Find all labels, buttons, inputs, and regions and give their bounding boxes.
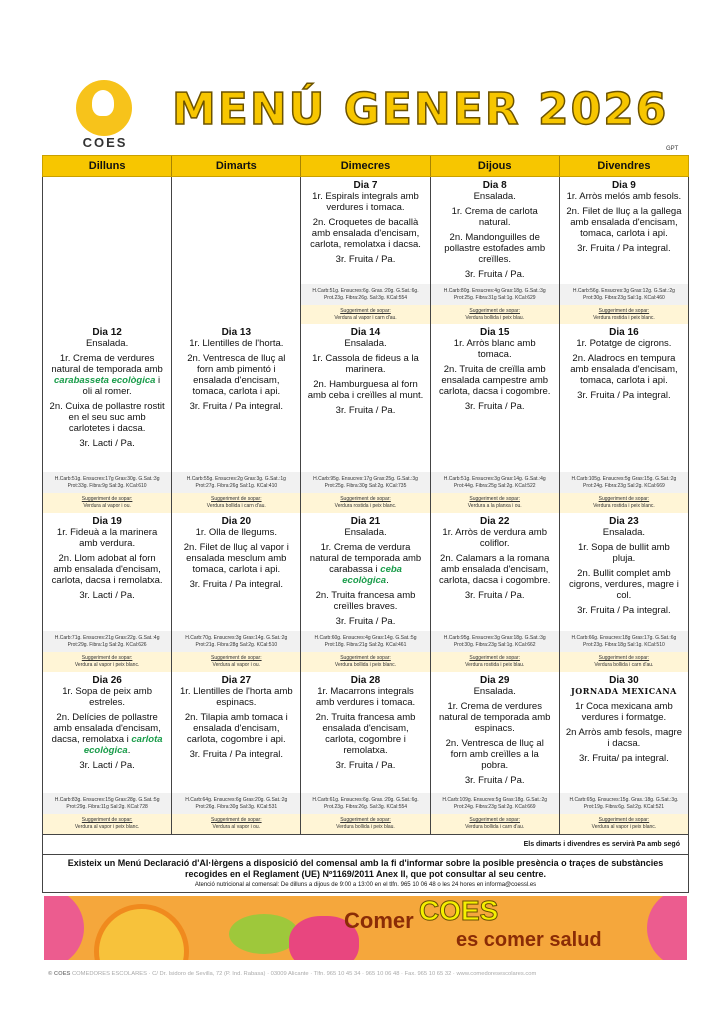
dish: 2n. Filet de lluç a la gallega amb ensalada d'encisam, tomaca, carlota i api. — [566, 206, 682, 239]
dish: 3r. Fruita / Pa. — [464, 269, 525, 280]
supper-suggestion: Verdura al vapor i peix blanc. — [591, 823, 657, 830]
day-label: Dia 23 — [609, 516, 639, 527]
dish: 1r. Llentilles de l'horta. — [189, 338, 284, 349]
day-label: Dia 28 — [350, 675, 381, 686]
menu-row — [43, 324, 688, 472]
dish: Ensalada. — [473, 191, 516, 202]
supper-cell — [171, 652, 300, 672]
supper-suggestion: Verdura bollida i peix blau. — [465, 314, 525, 321]
nutrition-cell — [43, 284, 171, 305]
day-menu-cell — [171, 177, 300, 284]
supper-label: Suggeriment de sopar: — [469, 817, 520, 823]
dish: 1r. Macarrons integrals amb verdures i tomaca. — [315, 686, 416, 708]
supper-label: Suggeriment de sopar: — [340, 817, 391, 823]
nutrition-values: H.Carb:109g. Ensucres:5g Gras:18g. G.Sat.:2g Prot:24g. Fibra:23g Sal:2g. KCal:669 — [442, 797, 548, 810]
nutrition-values: H.Carb:55g. Ensucres:2g Gras:3g. G.Sat.:1g Prot:27g. Fibra:26g Sal:1g. KCal:410 — [186, 476, 286, 489]
day-label: Dia 15 — [479, 327, 510, 338]
dish: 2n. Delícies de pollastre amb ensalada d'encisam, dacsa, remolatxa i carlota ecològica. — [51, 712, 163, 756]
dish: 2n. Llom adobat al forn amb ensalada d'encisam, carlota, dacsa i remolatxa. — [51, 553, 163, 586]
nutrition-row — [43, 793, 688, 814]
dish: Ensalada. — [473, 686, 516, 697]
nutrition-cell — [43, 472, 171, 493]
supper-cell — [430, 493, 559, 513]
day-menu-cell — [300, 324, 429, 472]
supper-cell — [300, 814, 429, 834]
nutrition-cell — [171, 631, 300, 652]
nutrition-cell — [430, 793, 559, 814]
logo-text: COES — [82, 135, 128, 150]
dish: 2n. Ventresca de lluç al forn amb creïlles a la pobra. — [445, 738, 544, 771]
supper-suggestion: Verdura al vapor i carn d'au. — [334, 314, 397, 321]
weekday-wednesday: Dimecres — [300, 156, 429, 176]
week-4 — [42, 672, 689, 834]
dish: 1r. Sopa de bullit amb pluja. — [577, 542, 670, 564]
ecological-highlight: carabasseta ecològica — [54, 375, 156, 386]
footer-brand: © COES — [48, 971, 71, 977]
nutrition-cell — [171, 284, 300, 305]
dish: 1r. Potatge de cigrons. — [576, 338, 672, 349]
day-menu-cell — [300, 672, 429, 793]
nutrition-cell — [430, 472, 559, 493]
nutrition-cell — [430, 631, 559, 652]
nutrition-values: H.Carb:61g. Ensucres:6g. Gras.:20g. G.Sat.:6g. Prot.23g. Fibra:26g. Sal:3g. KCal:554 — [312, 797, 419, 810]
day-menu-cell — [430, 672, 559, 793]
theme-day-title: JORNADA MEXICANA — [570, 686, 677, 696]
dish: 3r. Fruita / Pa. — [464, 401, 525, 412]
dish: Ensalada. — [344, 527, 387, 538]
supper-row — [43, 493, 688, 513]
nutrition-row — [43, 284, 688, 305]
supper-label: Suggeriment de sopar: — [340, 655, 391, 661]
supper-cell — [43, 652, 171, 672]
weekday-header — [42, 155, 689, 177]
allergen-notice — [42, 855, 689, 893]
dish: 2n. Tilapia amb tomaca i ensalada d'encisam, carlota, cogombre i api. — [184, 712, 288, 745]
dish: 3r. Lacti / Pa. — [79, 760, 135, 771]
dish: 1r. Fideuà a la marinera amb verdura. — [56, 527, 158, 549]
ecological-highlight: carlota ecològica — [83, 734, 163, 756]
dish: 1r. Olla de llegums. — [195, 527, 277, 538]
menu-row — [43, 513, 688, 631]
menu-code: GPT — [666, 146, 679, 152]
comer-coes-banner — [44, 896, 687, 960]
dish: 2n. Filet de lluç al vapor i ensalada mesclum amb tomaca, carlota i api. — [183, 542, 289, 575]
day-label: Dia 26 — [92, 675, 122, 686]
supper-cell — [300, 652, 429, 672]
contact-text: Atenció nutricional al comensal: De dilluns a dijous de 9:00 a 13:00 en el tlfn. 965 10 06 48 o les 24 hores en — [194, 882, 484, 888]
nutrition-values: H.Carb:83g. Ensucres:15g Gras:28g. G.Sat.:5g Prot:29g. Fibra:11g Sal:2g. KCal:728 — [54, 797, 160, 810]
supper-cell — [430, 305, 559, 324]
footer — [48, 970, 688, 978]
dish: 3r. Fruita/ pa integral. — [579, 753, 669, 764]
supper-cell — [43, 305, 171, 324]
nutrition-cell — [300, 631, 429, 652]
nutrition-cell — [43, 631, 171, 652]
dish: Ensalada. — [602, 527, 646, 538]
supper-suggestion: Verdura al vapor i ou. — [212, 823, 261, 830]
dish: 1r. Crema de carlota natural. — [451, 206, 538, 228]
dish: 3r. Fruita / Pa. — [464, 590, 525, 601]
dish: 2n. Hamburguesa al forn amb ceba i creïlles al munt. — [307, 379, 424, 401]
menu-row — [43, 672, 688, 793]
supper-row — [43, 652, 688, 672]
supper-suggestion: Verdura rostida i peix blanc. — [334, 502, 397, 509]
day-menu-cell — [300, 513, 429, 631]
dish: 2n. Truita francesa amb ensalada d'encisam, carlota, cogombre i remolatxa. — [315, 712, 416, 756]
day-menu-cell — [430, 513, 559, 631]
dish: Ensalada. — [344, 338, 387, 349]
nutrition-cell — [559, 793, 688, 814]
nutrition-cell — [171, 793, 300, 814]
supper-suggestion: Verdura bollida i carn d'au. — [206, 502, 266, 509]
week-1 — [42, 177, 689, 324]
ecological-highlight: ceba ecològica — [342, 564, 402, 586]
dish: 3r. Fruita / Pa. — [335, 254, 396, 265]
supper-suggestion: Verdura bollida i peix blau. — [336, 823, 395, 830]
dish: 3r. Lacti / Pa. — [79, 438, 135, 449]
supper-suggestion: Verdura al vapor i ou. — [83, 502, 131, 509]
nutrition-values: H.Carb:70g. Ensucres:3g Gras:14g. G.Sat.:2g Prot:21g. Fibra:28g Sal:2g. KCal:510 — [185, 635, 288, 648]
day-label: Dia 13 — [221, 327, 252, 338]
nutrition-values: H.Carb:95g. Ensucres:3g Gras:18g. G.Sat.:3g Prot:30g. Fibra:23g Sal:1g. KCal:662 — [443, 635, 546, 648]
supper-suggestion: Verdura bollida i carn d'au. — [465, 823, 525, 830]
dish: 1r. Arròs de verdura amb coliflor. — [442, 527, 547, 549]
nutrition-cell — [300, 284, 429, 305]
nutrition-cell — [559, 631, 688, 652]
supper-cell — [300, 305, 429, 324]
weeks — [42, 177, 689, 834]
day-label: Dia 20 — [221, 516, 252, 527]
nutrition-values: H.Carb:71g. Ensucres:21g Gras:22g. G.Sat.:4g Prot:29g. Fibra:1g Sal:2g. KCal:626 — [54, 635, 160, 648]
dish: 2n. Cuixa de pollastre rostit en el seu suc amb carlotetes i dacsa. — [49, 401, 165, 434]
day-label: Dia 8 — [482, 180, 507, 191]
day-label: Dia 12 — [92, 327, 122, 338]
day-menu-cell — [171, 672, 300, 793]
day-menu-cell — [300, 177, 429, 284]
dish: 2n Arròs amb fesols, magre i dacsa. — [565, 727, 682, 749]
nutrition-values: H.Carb:56g. Ensucres:3g Gras:12g. G.Sat.:2g Prot:30g. Fibra:23g Sal:1g. KCal:460 — [572, 288, 675, 301]
dish: 3r. Lacti / Pa. — [79, 590, 135, 601]
supper-cell — [430, 814, 559, 834]
day-menu-cell — [43, 672, 171, 793]
supper-label: Suggeriment de sopar: — [211, 496, 262, 502]
week-3 — [42, 513, 689, 672]
day-label: Dia 29 — [479, 675, 510, 686]
supper-row — [43, 814, 688, 834]
supper-cell — [559, 493, 688, 513]
supper-label: Suggeriment de sopar: — [340, 308, 391, 314]
supper-suggestion: Verdura a la planxa i ou. — [467, 502, 522, 509]
dish: 3r. Fruita / Pa integral. — [577, 605, 671, 616]
contact-email-link[interactable]: informa@coessl.es — [485, 882, 537, 888]
day-menu-cell — [43, 324, 171, 472]
nutrition-values: H.Carb:65g. Ensucres:15g. Gras.:18g. G.Sat.:3g. Prot:19g. Fibra:6g. Sal:2g. KCal:521 — [569, 797, 679, 810]
dish: 1r. Crema de verdures natural de temporada amb carabasseta ecològica i oli al romer. — [51, 353, 163, 397]
supper-row — [43, 305, 688, 324]
supper-label: Suggeriment de sopar: — [340, 496, 391, 502]
day-menu-cell — [43, 177, 171, 284]
day-label: Dia 7 — [353, 180, 378, 191]
supper-cell — [43, 814, 171, 834]
day-label: Dia 9 — [611, 180, 636, 191]
nutrition-values: H.Carb:80g. Ensucres:4g Gras:18g. G.Sat.:3g Prot:25g. Fibra:31g Sal:1g. KCal:629 — [443, 288, 546, 301]
day-label: Dia 19 — [92, 516, 122, 527]
supper-suggestion: Verdura al vapor i peix blanc. — [74, 823, 140, 830]
nutrition-cell — [559, 284, 688, 305]
dish: 3r. Fruita / Pa integral. — [189, 579, 284, 590]
day-menu-cell — [559, 513, 688, 631]
supper-suggestion: Verdura rostida i peix blau. — [465, 661, 525, 668]
dish: 2n. Mandonguilles de pollastre estofades amb creïlles. — [444, 232, 546, 265]
nutrition-cell — [300, 793, 429, 814]
nutrition-values: H.Carb:51g. Ensucres:17g Gras:30g. G.Sat.:3g Prot:33g. Fibra:9g Sal:3g. KCal:610 — [54, 476, 160, 489]
day-menu-cell — [171, 513, 300, 631]
nutrition-values: H.Carb:66g. Ensucres:18g Gras:17g. G.Sat.:6g Prot:23g. Fibra:18g Sal:1g. KCal:510 — [571, 635, 677, 648]
nutrition-values: H.Carb:60g. Ensucres:4g Gras:14g. G.Sat.:5g Prot:18g. Fibra:21g Sal:2g. KCal:461 — [314, 635, 417, 648]
dish: 2n. Aladrocs en tempura amb ensalada d'encisam, tomaca, carlota i api. — [570, 353, 678, 386]
footer-text: COMEDORES ESCOLARES · C/ Dr. Isidoro de Sevilla, 72 (P. Ind. Rabasa) · 03009 Alicante · Tlfn. 965 10 45 34 · 965 10 06 48 · Fax. 965 10 65 32 · www.comedoresescolares.com — [71, 971, 537, 977]
dish: 2n. Croquetes de bacallà amb ensalada d'encisam, carlota, remolatxa i dacsa. — [310, 217, 421, 250]
bread-note: Els dimarts i divendres es servirà Pa amb segó — [42, 834, 689, 855]
nutrition-row — [43, 631, 688, 652]
dish: 3r. Fruita / Pa. — [335, 616, 396, 627]
supper-label: Suggeriment de sopar: — [81, 817, 133, 823]
dish: 3r. Fruita / Pa. — [335, 405, 396, 416]
menu-row — [43, 177, 688, 284]
dish: 2n. Calamars a la romana amb ensalada d'encisam, carlota, dacsa i cogombre. — [439, 553, 551, 586]
supper-label: Suggeriment de sopar: — [469, 496, 520, 502]
supper-suggestion: Verdura al vapor i peix blanc. — [74, 661, 140, 668]
nutrition-values: H.Carb:51g. Ensucres:6g. Gras.:20g. G.Sat.:6g. Prot.23g. Fibra:26g. Sal:3g. KCal:554 — [312, 288, 419, 301]
orange-illustration — [94, 904, 189, 960]
weekday-friday: Divendres — [559, 156, 688, 176]
supper-cell — [171, 305, 300, 324]
dish: 3r. Fruita / Pa integral. — [577, 243, 671, 254]
dish: 3r. Fruita / Pa integral. — [189, 749, 284, 760]
day-menu-cell — [171, 324, 300, 472]
dish: 3r. Fruita / Pa integral. — [189, 401, 284, 412]
supper-cell — [559, 305, 688, 324]
banner-word-comer: Comer — [344, 908, 414, 933]
day-label: Dia 27 — [221, 675, 252, 686]
dish: 2n. Truita francesa amb creïlles braves. — [315, 590, 416, 612]
page-title: MENÚ GENER 2026 — [172, 84, 669, 135]
day-menu-cell — [559, 324, 688, 472]
day-label: Dia 30 — [609, 675, 639, 686]
dish: 1r. Cassola de fideus a la marinera. — [312, 353, 419, 375]
supper-label: Suggeriment de sopar: — [469, 655, 520, 661]
dish: 2n. Truita de creïlla amb ensalada campestre amb carlota, dacsa i cogombre. — [439, 364, 551, 397]
dish: 2n. Bullit complet amb cigrons, verdures, magre i col. — [569, 568, 679, 601]
weekday-monday: Dilluns — [88, 160, 126, 172]
banner-slogan: es comer salud — [456, 929, 602, 951]
nutrition-cell — [43, 793, 171, 814]
dish: Ensalada. — [85, 338, 129, 349]
day-label: Dia 22 — [479, 516, 510, 527]
supper-label: Suggeriment de sopar: — [598, 817, 650, 823]
nutrition-values: H.Carb:95g. Ensucres:17g Gras:25g. G.Sat.:3g Prot:25g. Fibra:30g Sal:2g. KCal:735 — [313, 476, 418, 489]
supper-label: Suggeriment de sopar: — [598, 496, 650, 502]
supper-label: Suggeriment de sopar: — [211, 817, 262, 823]
dish: 1r. Llentilles de l'horta amb espinacs. — [179, 686, 293, 708]
day-menu-cell — [559, 672, 688, 793]
dish: 3r. Fruita / Pa integral. — [577, 390, 671, 401]
weekday-thursday: Dijous — [430, 156, 559, 176]
dish: 1r. Arròs blanc amb tomaca. — [453, 338, 536, 360]
nutrition-values: H.Carb:64g. Ensucres:6g Gras:20g. G.Sat.:2g Prot:26g. Fibra:30g Sal:3g. KCal:531 — [185, 797, 288, 810]
nutrition-cell — [559, 472, 688, 493]
supper-cell — [300, 493, 429, 513]
dish: 3r. Fruita / Pa. — [464, 775, 525, 786]
day-menu-cell — [43, 513, 171, 631]
day-menu-cell — [430, 177, 559, 284]
dish: 1r. Crema de verdures natural de temporada amb espinacs. — [438, 701, 551, 734]
dish: 1r. Espirals integrals amb verdures i tomaca. — [312, 191, 419, 213]
supper-label: Suggeriment de sopar: — [81, 655, 133, 661]
supper-label: Suggeriment de sopar: — [598, 655, 650, 661]
menu-table — [42, 155, 689, 998]
nutrition-cell — [171, 472, 300, 493]
supper-suggestion: Verdura bollida i peix blanc. — [334, 661, 397, 668]
dish: 1r. Sopa de peix amb estreles. — [62, 686, 152, 708]
weekday-tuesday: Dimarts — [171, 156, 300, 176]
supper-suggestion: Verdura al vapor i ou. — [212, 661, 261, 668]
dish: 3r. Fruita / Pa. — [335, 760, 396, 771]
nutrition-contact — [51, 881, 680, 889]
day-menu-cell — [559, 177, 688, 284]
supper-label: Suggeriment de sopar: — [469, 308, 520, 314]
supper-cell — [559, 814, 688, 834]
supper-cell — [171, 814, 300, 834]
coes-logo — [74, 80, 134, 152]
day-menu-cell — [430, 324, 559, 472]
supper-label: Suggeriment de sopar: — [598, 308, 650, 314]
supper-label: Suggeriment de sopar: — [211, 655, 262, 661]
supper-suggestion: Verdura rostida i peix blanc. — [593, 314, 655, 321]
supper-label: Suggeriment de sopar: — [81, 496, 133, 502]
nutrition-values: H.Carb:51g. Ensucres:3g Gras:14g. G.Sat.:4g Prot:44g. Fibra:25g Sal:2g. KCal:522 — [443, 476, 546, 489]
supper-cell — [43, 493, 171, 513]
supper-suggestion: Verdura bollida i carn d'au. — [594, 661, 654, 668]
day-label: Dia 16 — [609, 327, 639, 338]
supper-suggestion: Verdura rostida i peix blanc. — [593, 502, 655, 509]
nutrition-values: H.Carb:105g. Ensucres:5g Gras:15g. G.Sat.:2g Prot:24g. Fibra:23g Sal:2g. KCal:669 — [571, 476, 677, 489]
dish: 1r. Arròs melós amb fesols. — [566, 191, 682, 202]
banner-word-coes: COES — [419, 896, 499, 926]
dish: 1r Coca mexicana amb verdures i formatge. — [575, 701, 673, 723]
dish: 1r. Crema de verdura natural de temporada amb carabassa i ceba ecològica. — [309, 542, 422, 586]
week-2 — [42, 324, 689, 513]
dish: 2n. Ventresca de lluç al forn amb pimentó i ensalada d'encisam, tomaca, carlota i api. — [187, 353, 286, 397]
day-label: Dia 14 — [350, 327, 381, 338]
allergen-text: Existeix un Menú Declaració d'Al·lèrgens a disposició del comensal amb la fi d'informar sobre la posible presència o traçes de substàncies recogides en el Reglament (UE) Nº1169/2011 Anex II, que pot consultar al seu centre. — [67, 858, 664, 879]
nutrition-cell — [430, 284, 559, 305]
supper-cell — [559, 652, 688, 672]
supper-cell — [171, 493, 300, 513]
nutrition-row — [43, 472, 688, 493]
nutrition-cell — [300, 472, 429, 493]
day-label: Dia 21 — [350, 516, 381, 527]
supper-cell — [430, 652, 559, 672]
